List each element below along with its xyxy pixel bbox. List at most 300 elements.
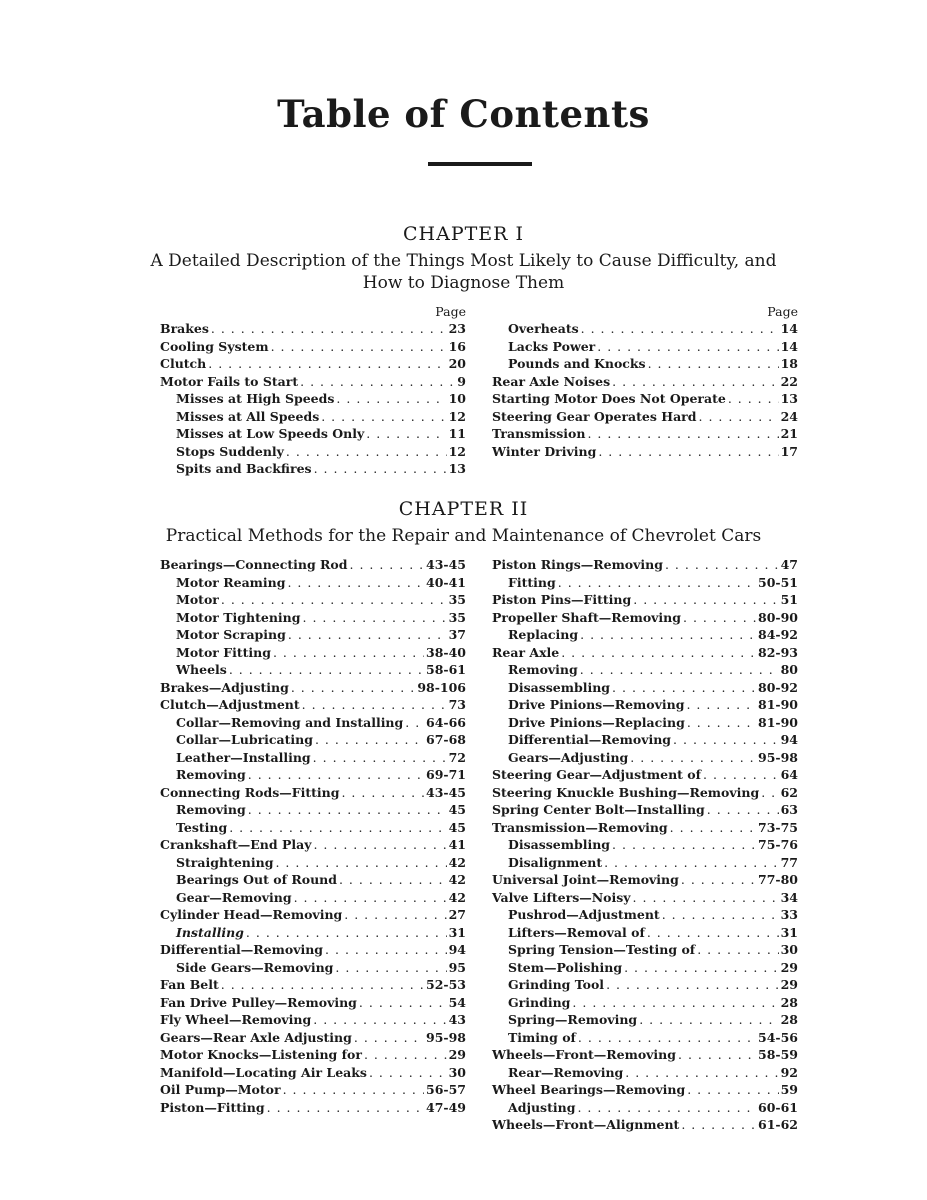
dot-leader	[221, 591, 447, 609]
dot-leader	[648, 355, 779, 373]
dot-leader	[578, 1029, 756, 1047]
toc-entry-page: 21	[780, 426, 798, 441]
dot-leader	[587, 425, 778, 443]
toc-entry-page: 80-90	[758, 609, 798, 625]
toc-entry	[492, 591, 798, 609]
toc-entry-label: Fan Drive Pulley—Removing	[160, 994, 357, 1010]
toc-entry-page: 81-90	[758, 697, 798, 712]
dot-leader	[612, 836, 756, 854]
chapter-1-heading: CHAPTER I	[402, 223, 524, 245]
toc-entry	[160, 644, 466, 662]
toc-entry-page: 29	[780, 977, 798, 992]
toc-entry	[492, 784, 798, 802]
dot-leader	[325, 941, 447, 959]
toc-entry-page: 31	[780, 924, 798, 940]
toc-entry-page: 40-41	[426, 574, 466, 590]
chapter-1-subtitle-line-1: A Detailed Description of the Things Most Likely to Cause Difficulty, and	[150, 251, 777, 271]
toc-entry-page: 64-66	[426, 714, 466, 730]
toc-entry-page: 29	[780, 959, 798, 975]
dot-leader	[670, 819, 756, 837]
toc-entry	[492, 661, 798, 679]
toc-entry-label: Wheels—Front—Removing	[492, 1047, 677, 1062]
dot-leader	[630, 749, 756, 767]
page-column-label: Page	[767, 304, 798, 319]
dot-leader	[561, 644, 756, 662]
dot-leader	[612, 679, 756, 697]
toc-entry	[160, 819, 466, 837]
toc-entry	[492, 749, 798, 767]
toc-entry	[160, 801, 466, 819]
dot-leader	[313, 1011, 446, 1029]
dot-leader	[405, 714, 424, 732]
page-title: Table of Contents	[277, 92, 650, 136]
toc-entry	[160, 1029, 466, 1047]
toc-entry-page: 94	[448, 942, 466, 957]
toc-entry	[160, 906, 466, 924]
toc-entry-label: Cylinder Head—Removing	[160, 907, 343, 922]
toc-entry-page: 47	[780, 557, 798, 572]
toc-entry-label: Starting Motor Does Not Operate	[492, 391, 726, 406]
dot-leader	[275, 854, 446, 872]
toc-entry-page: 42	[448, 889, 466, 905]
toc-entry-page: 62	[780, 784, 798, 800]
toc-entry-label: Overheats	[508, 321, 579, 336]
toc-entry	[492, 836, 798, 854]
toc-entry-label: Spring—Removing	[508, 1012, 638, 1027]
dot-leader	[687, 1081, 778, 1099]
toc-entry-label: Misses at All Speeds	[176, 408, 320, 424]
dot-leader	[580, 661, 779, 679]
toc-entry-label: Collar—Removing and Installing	[176, 714, 404, 730]
toc-entry-page: 35	[448, 609, 466, 625]
toc-entry-label: Disalignment	[508, 854, 603, 870]
dot-leader	[572, 994, 778, 1012]
dot-leader	[354, 1029, 424, 1047]
toc-entry-label: Clutch—Adjustment	[160, 697, 300, 712]
toc-entry-label: Piston Pins—Fitting	[492, 592, 632, 607]
dot-leader	[246, 924, 447, 942]
toc-entry	[492, 696, 798, 714]
toc-entry-page: 59	[780, 1082, 798, 1097]
toc-entry-page: 20	[448, 356, 466, 371]
toc-entry-page: 92	[780, 1064, 798, 1080]
toc-entry-label: Rear Axle	[492, 644, 560, 660]
toc-entry	[492, 574, 798, 592]
dot-leader	[604, 854, 779, 872]
toc-entry	[492, 1099, 798, 1117]
toc-entry-label: Manifold—Locating Air Leaks	[160, 1064, 367, 1080]
toc-entry	[492, 959, 798, 977]
toc-entry-label: Bearings—Connecting Rod	[160, 557, 348, 572]
toc-entry-label: Steering Gear Operates Hard	[492, 408, 697, 424]
toc-entry	[492, 731, 798, 749]
toc-entry	[492, 1011, 798, 1029]
dot-leader	[364, 1046, 447, 1064]
chapter-2-right-column	[492, 556, 798, 1134]
toc-entry	[492, 1116, 798, 1134]
toc-entry	[492, 714, 798, 732]
toc-entry-label: Wheels	[176, 662, 227, 677]
dot-leader	[577, 1099, 756, 1117]
toc-entry	[492, 679, 798, 697]
toc-entry-label: Removing	[508, 662, 578, 677]
dot-leader	[267, 1099, 424, 1117]
toc-entry	[160, 749, 466, 767]
toc-entry-page: 54	[448, 994, 466, 1010]
toc-entry-label: Stem—Polishing	[508, 959, 623, 975]
toc-entry-label: Steering Gear—Adjustment of	[492, 767, 702, 782]
toc-entry	[160, 556, 466, 574]
dot-leader	[248, 766, 424, 784]
toc-entry-label: Gears—Adjusting	[508, 749, 629, 765]
toc-entry	[492, 408, 798, 426]
dot-leader	[728, 390, 779, 408]
toc-entry	[492, 941, 798, 959]
toc-entry-page: 73	[448, 697, 466, 712]
dot-leader	[350, 556, 425, 574]
toc-entry-page: 95-98	[758, 749, 798, 765]
toc-entry-label: Propeller Shaft—Removing	[492, 609, 682, 625]
toc-entry-page: 81-90	[758, 714, 798, 730]
toc-entry-page: 95-98	[426, 1029, 466, 1045]
toc-entry-page: 56-57	[426, 1082, 466, 1097]
toc-entry	[160, 1011, 466, 1029]
toc-entry-page: 24	[780, 408, 798, 424]
toc-entry	[160, 338, 466, 356]
toc-entry-page: 27	[448, 907, 466, 922]
toc-entry-page: 98-106	[417, 679, 466, 695]
toc-entry	[492, 871, 798, 889]
toc-entry-label: Leather—Installing	[176, 749, 311, 765]
toc-entry-label: Spring Tension—Testing of	[508, 942, 696, 957]
dot-leader	[291, 679, 415, 697]
chapter-1-right-column	[492, 303, 798, 460]
toc-entry-page: 73-75	[758, 819, 798, 835]
toc-entry	[160, 959, 466, 977]
dot-leader	[633, 889, 779, 907]
toc-entry-label: Drive Pinions—Removing	[508, 697, 685, 712]
toc-entry-label: Rear—Removing	[508, 1064, 624, 1080]
toc-entry-label: Stops Suddenly	[176, 443, 284, 459]
dot-leader	[229, 819, 446, 837]
dot-leader	[221, 976, 424, 994]
toc-entry	[492, 766, 798, 784]
toc-entry-label: Installing	[176, 924, 244, 940]
chapter-1-left-column	[160, 303, 466, 478]
toc-entry	[160, 408, 466, 426]
toc-entry-page: 45	[448, 802, 466, 817]
dot-leader	[686, 696, 756, 714]
toc-entry-label: Differential—Removing	[160, 942, 324, 957]
toc-entry-page: 33	[780, 907, 798, 922]
toc-entry	[492, 1064, 798, 1082]
dot-leader	[302, 696, 447, 714]
toc-entry	[492, 1029, 798, 1047]
dot-leader	[300, 373, 455, 391]
dot-leader	[639, 1011, 778, 1029]
toc-entry-label: Motor	[176, 592, 219, 607]
dot-leader	[341, 784, 424, 802]
toc-entry	[160, 373, 466, 391]
dot-leader	[633, 591, 778, 609]
toc-entry-page: 50-51	[758, 574, 798, 590]
toc-entry	[160, 836, 466, 854]
dot-leader	[703, 766, 779, 784]
dot-leader	[697, 941, 778, 959]
toc-entry-label: Motor Tightening	[176, 609, 301, 625]
toc-entry-label: Replacing	[508, 627, 579, 642]
dot-leader	[283, 1081, 424, 1099]
toc-entry-label: Gears—Rear Axle Adjusting	[160, 1029, 352, 1045]
dot-leader	[606, 976, 779, 994]
toc-entry-label: Transmission—Removing	[492, 819, 668, 835]
dot-leader	[313, 749, 447, 767]
toc-entry	[492, 373, 798, 391]
toc-entry	[160, 854, 466, 872]
toc-entry-label: Steering Knuckle Bushing—Removing	[492, 784, 760, 800]
toc-entry-page: 43-45	[426, 557, 466, 572]
toc-entry-label: Lifters—Removal of	[508, 924, 645, 940]
toc-entry	[160, 661, 466, 679]
toc-entry-label: Connecting Rods—Fitting	[160, 784, 340, 800]
toc-entry-label: Oil Pump—Motor	[160, 1082, 281, 1097]
toc-entry	[492, 906, 798, 924]
toc-entry-page: 94	[780, 732, 798, 747]
dot-leader	[271, 338, 447, 356]
toc-entry-label: Disassembling	[508, 837, 611, 852]
toc-entry	[492, 609, 798, 627]
dot-leader	[339, 871, 447, 889]
toc-entry-page: 60-61	[758, 1099, 798, 1115]
toc-entry-page: 95	[448, 959, 466, 975]
toc-entry-page: 37	[448, 627, 466, 642]
dot-leader	[625, 1064, 778, 1082]
dot-leader	[761, 784, 778, 802]
toc-entry-label: Bearings Out of Round	[176, 872, 337, 887]
toc-entry-label: Collar—Lubricating	[176, 732, 313, 747]
toc-entry-page: 45	[448, 819, 466, 835]
chapter-1-subtitle-line-2: How to Diagnose Them	[362, 273, 565, 293]
dot-leader	[683, 609, 756, 627]
dot-leader	[273, 644, 424, 662]
dot-leader	[335, 959, 446, 977]
toc-entry-label: Grinding	[508, 994, 571, 1010]
toc-entry-label: Straightening	[176, 854, 274, 870]
toc-entry-label: Valve Lifters—Noisy	[492, 889, 631, 905]
toc-entry-label: Brakes—Adjusting	[160, 679, 289, 695]
toc-entry-page: 52-53	[426, 977, 466, 992]
chapter-2-left-column	[160, 556, 466, 1116]
toc-entry-page: 64	[780, 767, 798, 782]
dot-leader	[288, 626, 447, 644]
dot-leader	[248, 801, 447, 819]
toc-entry	[160, 1046, 466, 1064]
toc-entry-label: Piston Rings—Removing	[492, 557, 663, 572]
toc-entry-page: 80	[780, 662, 798, 677]
toc-entry	[492, 644, 798, 662]
toc-entry	[160, 425, 466, 443]
toc-entry-label: Pounds and Knocks	[508, 356, 646, 371]
dot-leader	[286, 443, 447, 461]
dot-leader	[662, 906, 779, 924]
toc-entry-page: 23	[448, 321, 466, 336]
dot-leader	[321, 408, 446, 426]
toc-entry-page: 13	[780, 391, 798, 406]
toc-entry-label: Wheel Bearings—Removing	[492, 1082, 686, 1097]
toc-entry-page: 12	[448, 408, 466, 424]
dot-leader	[681, 1116, 756, 1134]
dot-leader	[598, 443, 778, 461]
dot-leader	[687, 714, 756, 732]
toc-entry-label: Drive Pinions—Replacing	[508, 714, 685, 730]
toc-entry-page: 13	[448, 461, 466, 476]
dot-leader	[699, 408, 779, 426]
toc-entry-page: 38-40	[426, 644, 466, 660]
toc-entry-label: Grinding Tool	[508, 977, 605, 992]
toc-entry-label: Removing	[176, 802, 246, 817]
toc-entry-page: 43	[448, 1012, 466, 1027]
toc-entry-page: 9	[457, 373, 466, 389]
dot-leader	[581, 320, 779, 338]
dot-leader	[665, 556, 779, 574]
toc-entry	[492, 801, 798, 819]
toc-entry-page: 10	[448, 391, 466, 406]
dot-leader	[369, 1064, 447, 1082]
toc-entry	[492, 994, 798, 1012]
toc-entry	[492, 976, 798, 994]
toc-entry	[492, 854, 798, 872]
toc-entry-page: 30	[448, 1064, 466, 1080]
toc-entry-page: 63	[780, 802, 798, 817]
toc-entry-page: 16	[448, 338, 466, 354]
toc-entry-page: 82-93	[758, 644, 798, 660]
dot-leader	[647, 924, 779, 942]
toc-entry-page: 34	[780, 889, 798, 905]
toc-entry	[160, 1064, 466, 1082]
toc-entry-label: Misses at Low Speeds Only	[176, 426, 365, 441]
toc-entry-label: Motor Knocks—Listening for	[160, 1047, 362, 1062]
dot-leader	[229, 661, 424, 679]
toc-entry-label: Differential—Removing	[508, 732, 672, 747]
toc-entry	[160, 591, 466, 609]
toc-entry-page: 47-49	[426, 1099, 466, 1115]
toc-entry-page: 77	[780, 854, 798, 870]
dot-leader	[612, 373, 778, 391]
toc-entry-page: 51	[780, 592, 798, 607]
toc-entry	[492, 819, 798, 837]
dot-leader	[315, 731, 424, 749]
toc-entry	[160, 924, 466, 942]
toc-entry-label: Piston—Fitting	[160, 1099, 265, 1115]
toc-entry-label: Spits and Backfires	[176, 461, 312, 476]
toc-entry-page: 72	[448, 749, 466, 765]
toc-entry-label: Disassembling	[508, 679, 611, 695]
dot-leader	[681, 871, 756, 889]
dot-leader	[366, 425, 446, 443]
toc-entry-page: 28	[780, 994, 798, 1010]
toc-entry-label: Motor Reaming	[176, 574, 286, 590]
toc-entry	[492, 1046, 798, 1064]
toc-entry	[160, 443, 466, 461]
toc-entry-label: Timing of	[508, 1029, 576, 1045]
toc-entry-page: 30	[780, 942, 798, 957]
toc-entry-label: Side Gears—Removing	[176, 959, 334, 975]
toc-entry	[160, 941, 466, 959]
toc-entry-label: Lacks Power	[508, 338, 596, 354]
toc-entry-label: Fan Belt	[160, 977, 219, 992]
dot-leader	[344, 906, 446, 924]
toc-entry-page: 29	[448, 1047, 466, 1062]
toc-entry	[492, 338, 798, 356]
toc-entry-page: 42	[448, 854, 466, 870]
toc-entry-label: Misses at High Speeds	[176, 391, 335, 406]
toc-entry-label: Adjusting	[508, 1099, 576, 1115]
dot-leader	[597, 338, 778, 356]
toc-entry	[160, 609, 466, 627]
toc-entry	[160, 976, 466, 994]
dot-leader	[303, 609, 447, 627]
toc-entry-page: 28	[780, 1012, 798, 1027]
toc-entry	[160, 1081, 466, 1099]
toc-entry-page: 17	[780, 443, 798, 459]
toc-entry	[492, 390, 798, 408]
toc-entry-label: Motor Scraping	[176, 627, 286, 642]
toc-entry-label: Fly Wheel—Removing	[160, 1012, 312, 1027]
dot-leader	[208, 355, 446, 373]
toc-entry-page: 41	[448, 837, 466, 852]
toc-entry-label: Fitting	[508, 574, 556, 590]
dot-leader	[313, 836, 446, 854]
toc-entry-page: 67-68	[426, 732, 466, 747]
dot-leader	[624, 959, 779, 977]
toc-entry	[492, 355, 798, 373]
chapter-2-heading: CHAPTER II	[398, 498, 529, 520]
toc-entry	[160, 460, 466, 478]
toc-entry-label: Wheels—Front—Alignment	[492, 1117, 680, 1132]
chapter-2-subtitle: Practical Methods for the Repair and Maintenance of Chevrolet Cars	[165, 526, 762, 546]
toc-entry-label: Motor Fitting	[176, 644, 271, 660]
toc-entry-label: Universal Joint—Removing	[492, 872, 679, 887]
dot-leader	[580, 626, 756, 644]
dot-leader	[336, 390, 446, 408]
toc-entry	[492, 425, 798, 443]
toc-entry	[160, 731, 466, 749]
toc-entry	[160, 355, 466, 373]
toc-entry-label: Gear—Removing	[176, 889, 292, 905]
toc-entry-label: Rear Axle Noises	[492, 373, 611, 389]
toc-entry-page: 14	[780, 321, 798, 336]
toc-entry-page: 22	[780, 373, 798, 389]
dot-leader	[673, 731, 779, 749]
toc-entry	[492, 924, 798, 942]
toc-entry-label: Clutch	[160, 356, 207, 371]
toc-entry-label: Transmission	[492, 426, 586, 441]
toc-entry	[160, 889, 466, 907]
toc-entry	[160, 679, 466, 697]
toc-entry-page: 58-61	[426, 662, 466, 677]
toc-entry-label: Winter Driving	[492, 443, 597, 459]
toc-entry-label: Motor Fails to Start	[160, 373, 299, 389]
toc-entry-page: 61-62	[758, 1117, 798, 1132]
dot-leader	[558, 574, 756, 592]
toc-entry	[160, 696, 466, 714]
toc-entry	[492, 889, 798, 907]
dot-leader	[294, 889, 447, 907]
toc-entry-label: Spring Center Bolt—Installing	[492, 802, 705, 817]
toc-entry-page: 31	[448, 924, 466, 940]
toc-entry	[160, 766, 466, 784]
dot-leader	[678, 1046, 756, 1064]
